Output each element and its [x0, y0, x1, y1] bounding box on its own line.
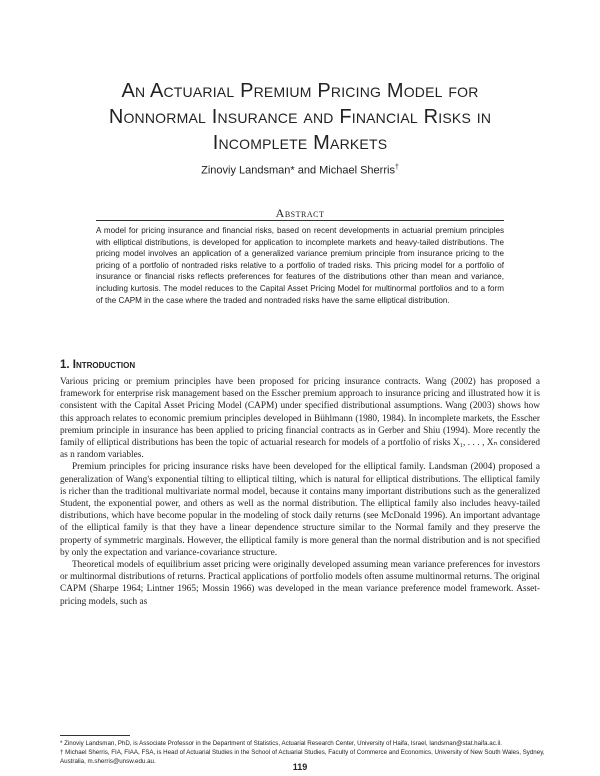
title-line-1: An Actuarial Premium Pricing Model for [121, 80, 479, 102]
abstract-text: A model for pricing insurance and financial risks, based on recent developments in actuarial premium principles with elliptical distributions, is developed for application to incomplete markets and heavy-tailed distributions. The pricing model involves an application of a generalized variance premium principle from insurance pricing to the pricing of a portfolio of nontraded risks relative to a portfolio of traded risks. This pricing model for a portfolio of insurance or financial risks reflects preferences for features of the distributions other than mean and variance, including kurtosis. The model reduces to the Capital Asset Pricing Model for multinormal portfolios and to a form of the CAPM in the case where the traded and nontraded risks have the same elliptical distribution. [96, 226, 504, 305]
footnote-2: † Michael Sherris, FIA, FIAA, FSA, is Head of Actuarial Studies in the School of Actuarial Studies, Faculty of Commerce and Economics, University of New South Wales, Sydney, Australia, m.sherris@unsw.edu.au. [60, 749, 545, 765]
footnote-rule [60, 735, 130, 736]
paragraph-1: Various pricing or premium principles have been proposed for pricing insurance contracts. Wang (2002) has proposed a framework for enterprise risk management based on the Esscher premium approach to insurance pricing and illustrated how it is consistent with the Capital Asset Pricing Model (CAPM) under specified distributional assumptions. Wang (2003) shows how this approach relates to economic premium principles developed in Bühlmann (1980, 1984). In incomplete markets, the Esscher premium principle in insurance has been applied to pricing financial contracts as in Gerber and Shiu (1994). More recently the family of elliptical distributions has been the topic of actuarial research for models of a portfolio of risks X₁, . . . , Xₙ considered as n random variables. [60, 377, 540, 461]
abstract-rule [96, 220, 504, 221]
author-footnote-mark: † [394, 164, 399, 171]
title-line-3: Incomplete Markets [212, 132, 388, 154]
authors [0, 164, 600, 177]
body-text [60, 376, 540, 608]
authors-text: Zinoviy Landsman* and Michael Sherris [201, 164, 395, 177]
paper-title [40, 78, 560, 156]
section-title: Introduction [72, 359, 136, 371]
section-heading [60, 359, 135, 371]
title-line-2: Nonnormal Insurance and Financial Risks in [108, 106, 492, 128]
abstract-heading: Abstract [275, 206, 325, 220]
section-number: 1. [60, 359, 70, 371]
paragraph-3: Theoretical models of equilibrium asset pricing were originally developed assuming mean variance preferences for investors or multinormal distributions of returns. Practical applications of portfolio models often assume multinormal returns. The original CAPM (Sharpe 1964; Lintner 1965; Mossin 1966) was developed in the mean variance preference model framework. Asset-pricing models, such as [60, 560, 540, 607]
paragraph-2: Premium principles for pricing insurance risks have been developed for the elliptical family. Landsman (2004) proposed a generalization of Wang's exponential tilting to elliptical tilting, which is natural for elliptical distributions. The elliptical family is richer than the traditional multivariate normal model, because it contains many important distributions such as the generalized Student, the exponential power, and others as well as the normal distribution. The elliptical family also includes heavy-tailed distributions, which have become popular in the modeling of stock daily returns (see McDonald 1996). An important advantage of the elliptical family is that they have a linear dependence structure similar to the Normal family and they preserve the property of symmetric marginals. However, the elliptical family is more general than the normal distribution and is not specified by only the expectation and variance-covariance structure. [60, 462, 540, 558]
page-number: 119 [292, 762, 308, 772]
footnote-1: * Zinoviy Landsman, PhD, is Associate Professor in the Department of Statistics, Actuarial Research Center, University of Haifa, Israel, landsman@stat.haifa.ac.il. [60, 740, 503, 747]
